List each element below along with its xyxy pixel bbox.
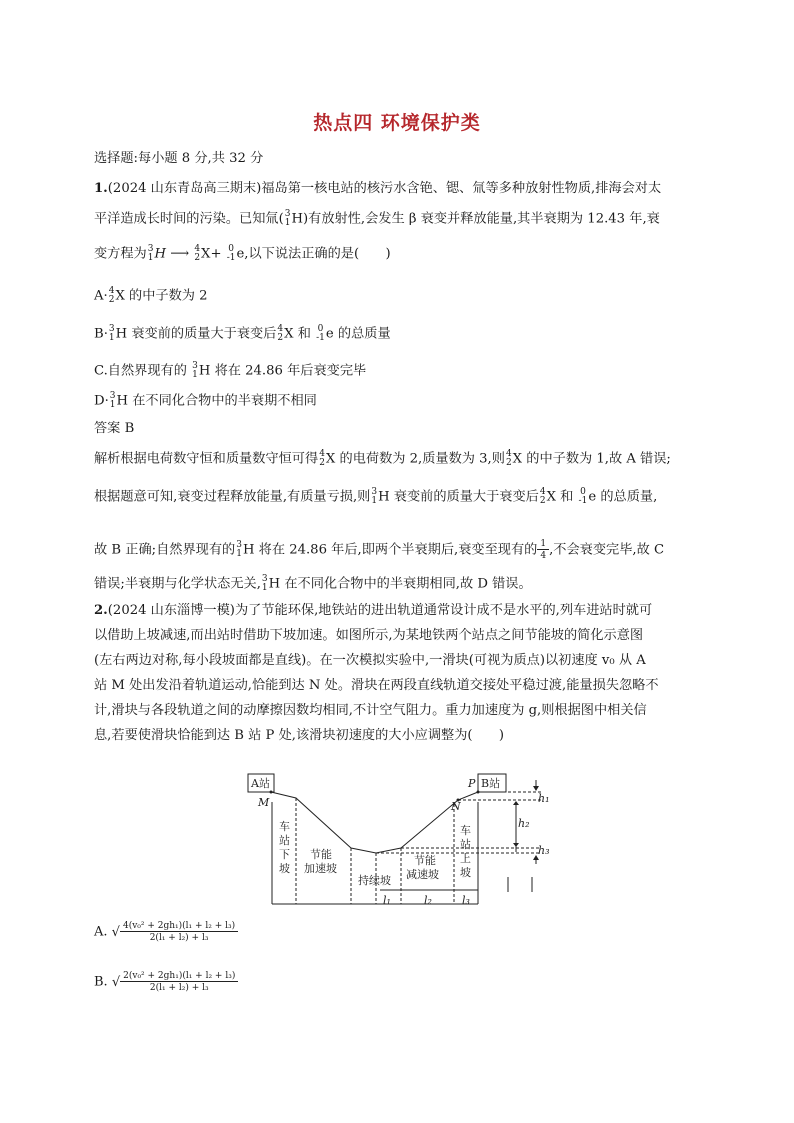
q2-number: 2. — [94, 603, 108, 618]
svg-text:节能: 节能 — [414, 854, 436, 867]
station-a-label: A站 — [251, 777, 270, 790]
q1-text-1: (2024 山东青岛高三期末)福岛第一核电站的核污水含铯、锶、氚等多种放射性物质,排海会对太 — [107, 181, 662, 196]
l3-label: l₃ — [462, 894, 470, 907]
q1-explanation-4: 错误;半衰期与化学状态无关,3 1H 在不同化合物中的半衰期相同,故 D 错误。 — [94, 574, 532, 593]
q1-option-c: C.自然界现有的 3 1H 将在 24.86 年后衰变完毕 — [94, 361, 367, 380]
station-b-label: B站 — [481, 777, 501, 790]
q1-line-1 — [94, 180, 714, 198]
q1-explanation-3: 故 B 正确;自然界现有的3 1H 将在 24.86 年后,即两个半衰期后,衰变至现有的$\frac{1}{4}$,不会衰变完毕,故 C — [94, 539, 665, 561]
svg-text:站: 站 — [460, 838, 471, 851]
svg-text:节能: 节能 — [310, 848, 332, 861]
svg-text:坡: 坡 — [460, 866, 471, 879]
one-quarter: $\frac{1}{4}$ — [537, 538, 549, 562]
q2-line-2: 以借助上坡减速,而出站时借助下坡加速。如图所示,为某地铁两个站点之间节能坡的简化示意图 — [94, 628, 644, 643]
svg-text:减速坡: 减速坡 — [406, 868, 439, 881]
point-m-label: M — [258, 796, 270, 809]
tritium-symbol: 3 1 — [284, 209, 291, 228]
q1-text-2: 平洋造成长时间的污染。已知氚( — [94, 211, 284, 227]
q2-line-1: 2.(2024 山东淄博一模)为了节能环保,地铁站的进出轨道通常设计成不是水平的,列车进站时就可 — [94, 603, 653, 618]
energy-slope-diagram — [246, 772, 556, 912]
q1-explanation-1: 解析根据电荷数守恒和质量数守恒可得4 2X 的电荷数为 2,质量数为 3,则4 2X 的中子数为 1,故 A 错误; — [94, 449, 671, 468]
svg-text:下: 下 — [279, 848, 290, 861]
svg-text:车: 车 — [279, 820, 290, 833]
q1-text-3b: ,以下说法正确的是( ) — [244, 246, 391, 262]
q1-option-d: D·3 1H 在不同化合物中的半衰期不相同 — [94, 391, 317, 410]
point-p-label: P — [468, 777, 476, 790]
svg-text:上: 上 — [460, 852, 471, 865]
l2-label: l₂ — [424, 894, 432, 907]
q1-text-3a: 变方程为 — [94, 246, 147, 262]
svg-text:持续坡: 持续坡 — [358, 874, 391, 887]
h2-label: h₂ — [518, 817, 530, 830]
h3-label: h₃ — [538, 844, 550, 857]
q1-answer: 答案 B — [94, 421, 135, 436]
svg-text:坡: 坡 — [279, 862, 290, 875]
q1-option-b: B·3 1H 衰变前的质量大于衰变后4 2X 和 0 -1e 的总质量 — [94, 324, 391, 343]
svg-text:车: 车 — [460, 824, 471, 837]
q1-option-a: A·4 2X 的中子数为 2 — [94, 286, 208, 305]
q2-line-4: 站 M 处出发沿着轨道运动,恰能到达 N 处。滑块在两段直线轨道交接处平稳过渡,能量损失忽略不 — [94, 678, 659, 693]
q1-number: 1. — [94, 181, 108, 196]
q2-line-6: 息,若要使滑块恰能到达 B 站 P 处,该滑块初速度的大小应调整为( ) — [94, 728, 505, 743]
l1-label: l₁ — [383, 894, 391, 907]
q1-line-3: 变方程为3 1H ⟶ 4 2X+ 0 -1e,以下说法正确的是( ) — [94, 244, 391, 263]
page-title: 热点四 环境保护类 — [313, 112, 481, 134]
q2-line-3: (左右两边对称,每小段坡面都是直线)。在一次模拟实验中,一滑块(可视为质点)以初速度 v₀ 从 A — [94, 653, 646, 668]
svg-text:站: 站 — [279, 834, 290, 847]
q2-line-5: 计,滑块与各段轨道之间的动摩擦因数均相同,不计空气阻力。重力加速度为 g,则根据图中相关信 — [94, 703, 647, 718]
svg-text:加速坡: 加速坡 — [304, 862, 337, 875]
q1-line-2 — [94, 210, 714, 229]
q2-option-b: B. $√\frac{\text{2(v₀² + 2gh₁)(l₁ + l₂ + l₃)}}{\text{2(l₁ + l₂) + l₃}}$ — [94, 970, 238, 994]
point-n-label: N — [451, 800, 461, 813]
section-header: 选择题:每小题 8 分,共 32 分 — [94, 151, 264, 166]
q2-option-a: A. $√\frac{\text{4(v₀² + 2gh₁)(l₁ + l₂ + l₃)}}{\text{2(l₁ + l₂) + l₃}}$ — [94, 920, 238, 944]
q1-explanation-2: 根据题意可知,衰变过程释放能量,有质量亏损,则3 1H 衰变前的质量大于衰变后4 2X 和 0 -1e 的总质量, — [94, 487, 658, 506]
q1-text-2b: H)有放射性,会发生 β 衰变并释放能量,其半衰期为 12.43 年,衰 — [291, 211, 660, 227]
h1-label: h₁ — [538, 792, 550, 805]
